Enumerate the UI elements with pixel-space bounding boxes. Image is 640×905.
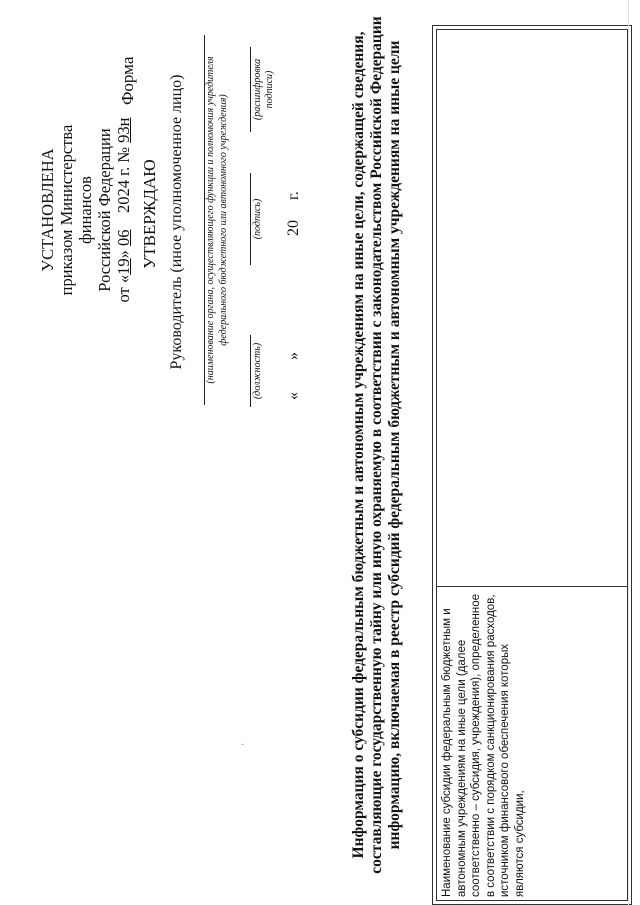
position-line	[250, 335, 251, 407]
org-caption: (наименование органа, осуществляющего функции и полномочия учредителя федерального бюджетного или автономного учреждения)	[205, 56, 229, 384]
table-column-divider	[436, 586, 628, 587]
approval-line2: приказом Министерства финансов	[57, 124, 95, 296]
position-caption: (должность)	[252, 342, 263, 400]
document-title: Информация о субсидии федеральным бюджетным и автономным учреждениям на иные цели, содержащей сведения, составляющие государственную тайну или иную охраняемую в соответствии с законодательством Российской Федерации информацию, включаемая в реестр субсидий федеральным бюджетным и автономным учреждениям на иные цели	[350, 16, 403, 874]
signature-line	[250, 173, 251, 265]
scan-edge-line	[628, 0, 629, 905]
date-prefix: от «	[114, 274, 133, 303]
approval-line1: УСТАНОВЛЕНА	[38, 148, 57, 272]
approval-line3: Российской Федерации	[95, 128, 114, 292]
signature-caption: (подпись)	[252, 198, 263, 240]
date-mid: »	[114, 246, 133, 259]
table-row-label: Наименование субсидии федеральным бюджетным и автономным учреждениям на иные цели (далее соответственно – субсидия, учреждения), определенное в соответствии с порядком санкционирования расходов, источником финансового обеспечения которых являются субсидии,	[441, 593, 526, 897]
order-number: 93н	[114, 117, 133, 143]
margin-mark: '	[240, 743, 250, 745]
approval-date	[114, 95, 133, 325]
date-day: 19	[114, 258, 133, 275]
table-row-value	[440, 33, 624, 583]
approve-title: УТВЕРЖДАЮ	[140, 159, 159, 269]
form-label: Форма	[118, 56, 137, 105]
approval-block	[38, 95, 133, 325]
date-year: 2024 г. №	[114, 142, 133, 213]
decode-line	[250, 47, 251, 132]
date-month: 06	[114, 229, 133, 246]
approval-date-line: « » 20 г.	[285, 191, 302, 400]
approve-role: Руководитель (иное уполномоченное лицо)	[168, 74, 185, 370]
decode-caption: (расшифровка подписи)	[252, 58, 275, 121]
